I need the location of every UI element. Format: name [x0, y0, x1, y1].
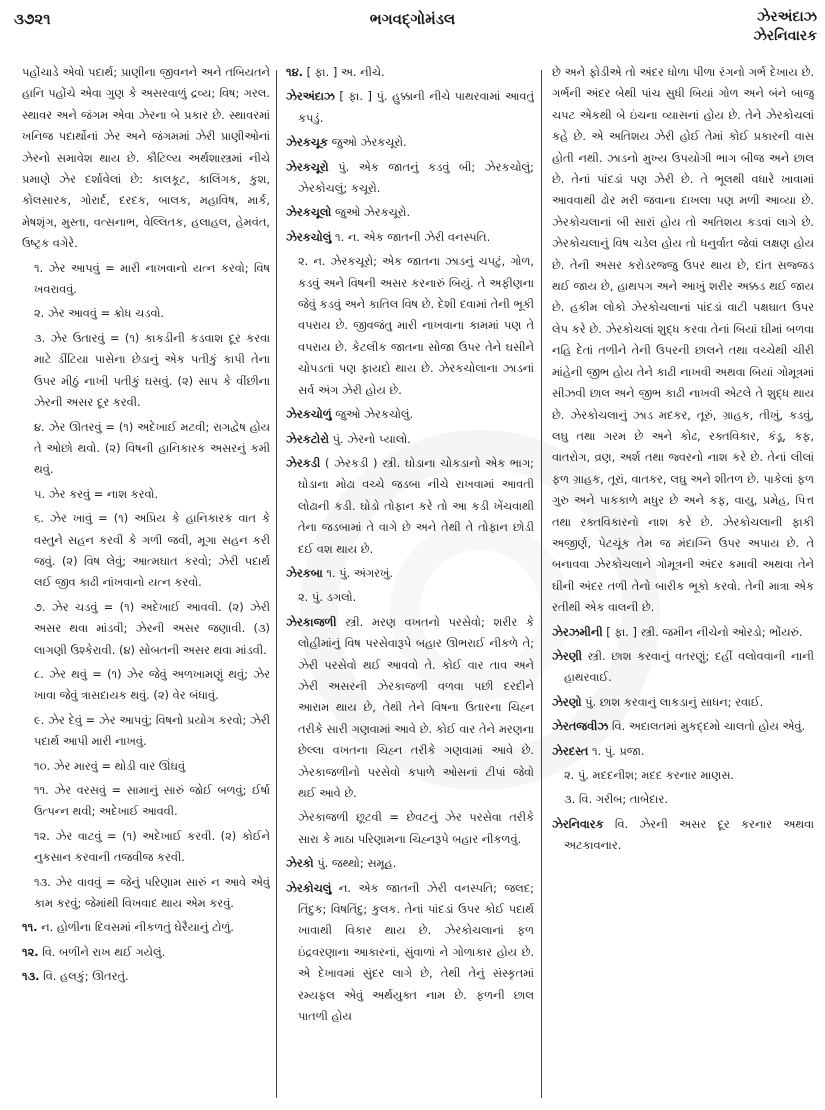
entry-text: ૪. ઝેર ઊતરવું = (૧) અદેખાઈ મટવી; રાગદ્વેષ હોય તે ઓછો થવો. (૨) વિષની હાનિકારક અસરનું કમી થવું. [34, 419, 270, 477]
dictionary-entry [552, 622, 814, 643]
dictionary-entry [286, 853, 534, 874]
entry-paragraph [286, 587, 534, 608]
entry-paragraph [22, 303, 270, 324]
entry-paragraph [22, 942, 270, 963]
entry-text: ૯. ઝેર દેવું = ઝેર આપવું; વિષનો પ્રયોગ કરવો; ઝેરી પદાર્થ આપી મારી નાખવું. [34, 712, 270, 749]
entry-text: ૫. ઝેર કરવું = નાશ કરવો. [34, 486, 159, 501]
entry-text: ૧. ઝેર આપવું = મારી નાખવાનો યત્ન કરવો; વિષ ખવરાવવું. [34, 260, 270, 297]
entry-text: જુઓ ઝેરકચૂરો. [331, 205, 411, 220]
entry-text: ૬. ઝેર ખાવું = (૧) અપ્રિય કે હાનિકારક વાત કે વસ્તુને સહન કરવી કે ગળી જવી, મૂગા સહન કરી જવું. (૨) વિષ લેવું; આત્મઘાત કરવો; ઝેરી પદાર્થ લઈ જીવ કાઢી નાંખવાનો યત્ન કરવો. [34, 511, 270, 590]
entry-headword: ઝેરકો [286, 856, 314, 871]
entry-paragraph [22, 664, 270, 707]
entry-text: ૧. પું. અંગરખું. [322, 565, 394, 580]
entry-text: ૩. ઝેર ઉતારવું = (૧) કાકડીની કડવાશ દૂર કરવા માટે ડીંટિયા પાસેના છેડાનું એક પતીકું કાપી તેના ઉપર મીઠું નાખી પતીકું ઘસવું. (૨) સાપ કે વીંછીના ઝેરની અસર દૂર કરવી. [34, 330, 270, 410]
guide-word-last: ઝેરનિવારક [753, 28, 817, 44]
entry-headword: ઝેરણો [552, 694, 582, 709]
entry-text: ઝેરકાજળી છૂટવી = છેવટનું ઝેર પરસેવા તરીકે સારા કે માઠા પરિણામના ચિહ્નરૂપે બહાર નીકળવું. [298, 810, 534, 846]
entry-headword: ઝેરકોચલું [286, 880, 332, 895]
entry-headword: ઝેરકડી [286, 455, 321, 470]
entry-text: ૧. ન. એક જાતની ઝેરી વનસ્પતિ. [331, 229, 491, 244]
entry-text: ૧૨. ઝેર વાટવું = (૧) અદેખાઈ કરવી. (૨) કોઈને નુકસાન કરવાની તજવીજ કરવી. [34, 828, 270, 865]
column-2 [286, 62, 534, 1102]
entry-paragraph [22, 417, 270, 481]
entry-paragraph [22, 508, 270, 594]
entry-text: ૧૩. ઝેર વાવવું = જેનું પરિણામ સારું ન આવે એવું કામ કરવું; જેમાંથી વિખવાદ થાય એમ કરવું. [34, 874, 270, 911]
entry-text: પું. જથ્થો; સમૂહ. [313, 856, 397, 871]
dictionary-entry [286, 404, 534, 425]
entry-paragraph [22, 780, 270, 823]
entry-text: ૧૧. ઝેર વરસવું = સામાનું સારું જોઈ બળવું; ઈર્ષા ઉત્પન્ન થવી; અદેખાઈ આવવી. [34, 783, 270, 819]
sense-number: ૧૧. [22, 920, 38, 935]
page-number: ૩૭૨૧ [14, 10, 51, 28]
entry-headword: ઝેરકબા [286, 565, 323, 580]
entry-text: ૩. વિ. ગરીબ; તાબેદાર. [564, 792, 668, 807]
dictionary-entry [286, 612, 534, 805]
dictionary-entry [552, 814, 814, 857]
dictionary-entry [286, 878, 534, 1028]
dictionary-entry [286, 86, 534, 129]
entry-text: ૨. પું. ડગલો. [298, 590, 357, 605]
entry-paragraph [552, 765, 814, 786]
dictionary-entry [552, 716, 814, 737]
sense-number: ૧૨. [22, 944, 39, 959]
entry-text: સ્ત્રી. છાશ કરવાનું વતરણું; દહીં વલોવવાની નાની હાથરવાઈ. [564, 648, 814, 685]
entry-text: વિ. હલકું; ઊતરતું. [39, 969, 129, 984]
entry-text: ( ઝેરકડી ) સ્ત્રી. ઘોડાના ચોકડાનો એક ભાગ; ઘોડાના મોઢા વચ્ચે જડબા નીચે રાખવામાં આવતી લોઢાની કડી. ઘોડો તોફાન કરે તો આ કડી ખેંચવાથી તેના જડબામાં તે વાગે છે અને તેથી તે તોફાન છોડી દઈ વશ થાય છે. [298, 455, 534, 556]
entry-text: [ ફા. ] અ. નીચે. [302, 65, 385, 79]
entry-paragraph [552, 789, 814, 810]
dictionary-entry [286, 453, 534, 560]
entry-paragraph [22, 826, 270, 869]
entry-text: ૧. પું. પ્રજા. [588, 743, 645, 758]
entry-text: જુઓ ઝેરકચોલું. [331, 407, 414, 422]
column-1 [22, 62, 270, 1102]
entry-headword: ઝેરકચોળું [286, 407, 332, 422]
entry-paragraph [22, 62, 270, 255]
entry-headword: ઝેરણી [552, 648, 582, 663]
entry-headword: ઝેરકાજળી [286, 614, 337, 629]
entry-text: વિ. અદાલતમાં મુકદ્દમો ચાલતો હોય એવું. [608, 719, 806, 734]
entry-text: ન. હોળીના દિવસમાં નીકળતું ઘેરૈયાનું ટોળું. [37, 920, 234, 935]
page-header [0, 0, 825, 58]
entry-text: ૨. ન. ઝેરકચૂરો; એક જાતના ઝાડનું ચપટું, ગોળ, કડવું અને વિષની અસર કરનારું બિયું. તે અફીણના જેવું કડવું અને કાતિલ વિષ છે. દેશી દવામાં તેની ભૂકી વપરાય છે. જીવજંતુ મારી નાખવાના કામમાં પણ તે વપરાય છે. કેટલીક જાતના સોજા ઉપર તેને ઘસીને ચોપડતાં પણ ફાયદો થાય છે. ઝેરકચોલાના ઝાડનાં સર્વ અંગ ઝેરી હોય છે. [298, 254, 534, 397]
entry-paragraph [286, 251, 534, 401]
entry-paragraph [286, 62, 534, 83]
entry-text: ન. એક જાતની ઝેરી વનસ્પતિ; જલદ; તિંદુક; વિષતિંદુ; કુલક. તેનાં પાંદડાં ઉપર કોઈ પદાર્થ ખાવાથી વિકાર થાય છે. ઝેરકોચલાનાં ફળ ઇંદ્રવરણાના આકારનાં, સુંવાળાં ને ગોળાકાર હોય છે. એ દેખાવમાં સુંદર લાગે છે, તેથી તેનું સંસ્કૃતમાં રમ્યફલ એવું અર્થયુક્ત નામ છે. ફળની છાલ પાતળી હોય [298, 880, 534, 1024]
entry-paragraph [286, 807, 534, 850]
dictionary-entry [286, 132, 534, 153]
sense-number: ૧૪. [286, 65, 303, 79]
entry-headword: ઝેરઅંદાઝ [286, 89, 335, 104]
entry-paragraph [22, 917, 270, 938]
entry-headword: ઝેરઝમીની [552, 624, 603, 639]
entry-paragraph [22, 966, 270, 987]
entry-text: વિ. ઝેરની અસર દૂર કરનાર અથવા અટકાવનાર. [564, 816, 814, 853]
entry-text: ૧૦. ઝેર મારવું = થોડી વાર ઊંઘવું [34, 758, 186, 773]
entry-headword: ઝેરકચૂક [286, 135, 328, 150]
entry-headword: ઝેરકચૂલો [286, 205, 332, 220]
entry-headword: ઝેરકટોરો [286, 431, 330, 446]
entry-text: [ ફા. ] સ્ત્રી. જમીન નીચેનો ઓરડો; ભોંયરું. [602, 624, 803, 639]
entry-text: [ ફા. ] પું. હુક્કાની નીચે પાથરવામાં આવતું કપડું. [298, 89, 534, 125]
entry-paragraph [552, 62, 814, 619]
entry-headword: ઝેરતજવીઝ [552, 719, 609, 734]
entry-text: પું. છાશ કરવાનું લાકડાનું સાધન; રવાઈ. [581, 694, 764, 709]
entry-text: જુઓ ઝેરકચૂરો. [327, 135, 407, 150]
dictionary-entry [286, 202, 534, 223]
sense-number: ૧૩. [22, 969, 40, 984]
dictionary-entry [286, 227, 534, 248]
dictionary-entry [286, 429, 534, 450]
entry-text: પું. ઝેરનો પ્યાલો. [329, 431, 411, 446]
entry-headword: ઝેરદસ્ત [552, 743, 589, 758]
dictionary-entry [286, 157, 534, 200]
entry-paragraph [22, 258, 270, 301]
entry-text: પું. એક જાતનું કડવું બી; ઝેરકચોલું; ઝેરકોચલું; કચૂરો. [298, 159, 534, 196]
entry-text: ૨. પું. મદદનીશ; મદદ કરનાર માણસ. [564, 768, 735, 782]
dictionary-entry [552, 646, 814, 689]
entry-paragraph [22, 597, 270, 661]
column-divider [541, 70, 542, 1098]
entry-text: સ્ત્રી. મરણ વખતનો પરસેવો; શરીર કે લોહીમાંનું વિષ પરસેવારૂપે બહાર ઊભરાઈ નીકળે તે; ઝેરી પરસેવો થઈ આવવો તે. કોઈ વાર તાવ અને ઝેરી અસરની ઝેરકાજળી વળવા પછી દરદીને આરામ થાય છે, તેથી તેને વિષના ઉતારના ચિહ્ન તરીકે સારી ગણવામાં આવે છે. કોઈ વાર તેને મરણના છેલ્લા વખતના ચિહ્ન તરીકે ગણવામાં આવે છે. ઝેરકાજળીનો પરસેવો કપાળે ઓસનાં ટીપાં જેવો થઈ આવે છે. [298, 614, 534, 800]
column-divider [276, 70, 277, 1098]
book-title: ભગવદ્ગોમંડલ [369, 10, 456, 28]
entry-text: ૨. ઝેર આવવું = ક્રોધ ચડવો. [34, 306, 165, 321]
dictionary-entry [552, 741, 814, 762]
entry-paragraph [22, 710, 270, 753]
guide-word-first: ઝેરઅંદાઝ [757, 9, 817, 25]
column-3 [552, 62, 814, 1102]
entry-paragraph [22, 484, 270, 505]
entry-text: ૮. ઝેર થવું = (૧) ઝેર જેવું અળખામણું થવું; ઝેર ખાવા જેવું ત્રાસદાયક થવું. (૨) વેર બંધાવું. [34, 666, 270, 703]
guide-words [754, 8, 817, 46]
entry-text: વિ. બળીને રાખ થઈ ગયેલું. [38, 944, 166, 959]
entry-paragraph [22, 328, 270, 414]
entry-text: છે અને ફોડીએ તો અંદર ધોળા પીળા રંગનો ગર્ભ દેખાય છે. ગર્ભની અંદર બેથી પાંચ સુધી બિયાં ગોળ અને બંને બાજુ ચપટ એકથી બે ઇંચના વ્યાસનાં હોય છે. તેને ઝેરકોચલાં કહે છે. એ અતિશય ઝેરી હોઈ તેમાં કોઈ પ્રકારની વાસ હોતી નથી. ઝાડનો મુખ્ય ઉપયોગી ભાગ બીજ અને છાલ છે. તેનાં પાંદડાં પણ ઝેરી છે. તે ભૂલથી વધારે ખાવામાં આવવાથી ઢોર મરી જવાના દાખલા પણ મળી આવ્યા છે. ઝેરકોચલાનાં બી સારાં હોય તો અતિશય કડવાં લાગે છે. ઝેરકોચલાનું વિષ ચડેલ હોય તો ધનુર્વાત જેવાં લક્ષણ હોય છે. તેની અસર કરોડરજ્જુ ઉપર થાય છે, દાંત સજ્જડ થઈ જાય છે, હાથપગ અને આખું શરીર અક્કડ થઈ જાય છે. હકીમ લોકો ઝેરકોચલાનાં પાંદડાં વાટી પક્ષઘાત ઉપર લેપ કરે છે. ઝેરકોચલાં શુદ્ધ કરવા તેનાં બિયાં ઘીમાં બળવા નહિ દેતાં તળીને તેની ઉપરની છાલને તથા વચ્ચેથી ચીરી માંહેની જીભ હોય તેને કાઢી નાખવી અથવા બિયાં ગોમૂત્રમાં સીઝવી છાલ અને જીભ કાઢી નાખવી એટલે તે શુદ્ધ થાય છે. ઝેરકોચલાનું ઝાડ મદકર, તૂરું, ગ્રાહક, તીખું, કડવું, લઘુ તથા ગરમ છે અને કોઢ, રક્તવિકાર, કંડૂ, કફ, વાતરોગ, વ્રણ, અર્શ તથા જ્વરનો નાશ કરે છે. તેનાં લીલાં ફળ ગ્રાહક, તૂરાં, વાતકર, લઘુ અને શીતળ છે. પાકેલાં ફળ ગુરુ અને પાકકાળે મધુર છે અને કફ, વાયુ, પ્રમેહ, પિત્ત તથા રક્તવિકારનો નાશ કરે છે. ઝેરકોચલાની ફાકી અજીર્ણ, પેટચૂંક તેમ જ મંદાગ્નિ ઉપર અપાય છે. તે બનાવવા ઝેરકોચલાને ગોમૂત્રની અંદર કમાવી અથવા તેને ઘીની અંદર તળી તેનો બારીક ભૂકો કરવો. તેની માત્રા એક રતીથી એક વાલની છે. [552, 65, 814, 615]
entry-paragraph [22, 756, 270, 777]
dictionary-entry [286, 563, 534, 584]
entry-text: પહોંચાડે એવો પદાર્થ; પ્રાણીના જીવનને અને તબિયતને હાનિ પહોંચે એવા ગુણ કે અસરવાળું દ્રવ્ય; વિષ; ગરલ. સ્થાવર અને જંગમ એવા ઝેરના બે પ્રકાર છે. સ્થાવરમાં ખનિજ પદાર્થોનાં ઝેર અને જંગમમાં ઝેરી પ્રાણીઓનાં ઝેરનો સમાવેશ થાય છે. કૌટિલ્ય અર્થશાસ્ત્રમાં નીચે પ્રમાણે ઝેર દર્શાવેલાં છે: કાલકૂટ, કાલિંગક, કુશ, કોલસારક, ગોરાર્દ, દરદક, બાલક, મહાવિષ, માર્ક, મેષશૃંગ, મુસ્તા, વત્સનાભ, વેલ્લિતક, હલાહલ, હેમવંત, ઉષ્ટ્રક વગેરે. [22, 65, 270, 251]
entry-paragraph [22, 872, 270, 915]
entry-text: ૭. ઝેર ચડવું = (૧) અદેખાઈ આવવી. (૨) ઝેરી અસર થવા માંડવી; ઝેરની અસર જણાવી. (૩) લાગણી ઉશ્કેરાવી. (૪) સોબતની અસર થવા માંડવી. [34, 599, 270, 657]
text-columns [0, 62, 825, 1102]
entry-headword: ઝેરકચૂરો [286, 159, 329, 174]
dictionary-entry [552, 692, 814, 713]
entry-headword: ઝેરનિવારક [552, 816, 604, 831]
entry-headword: ઝેરકચોલું [286, 229, 332, 244]
